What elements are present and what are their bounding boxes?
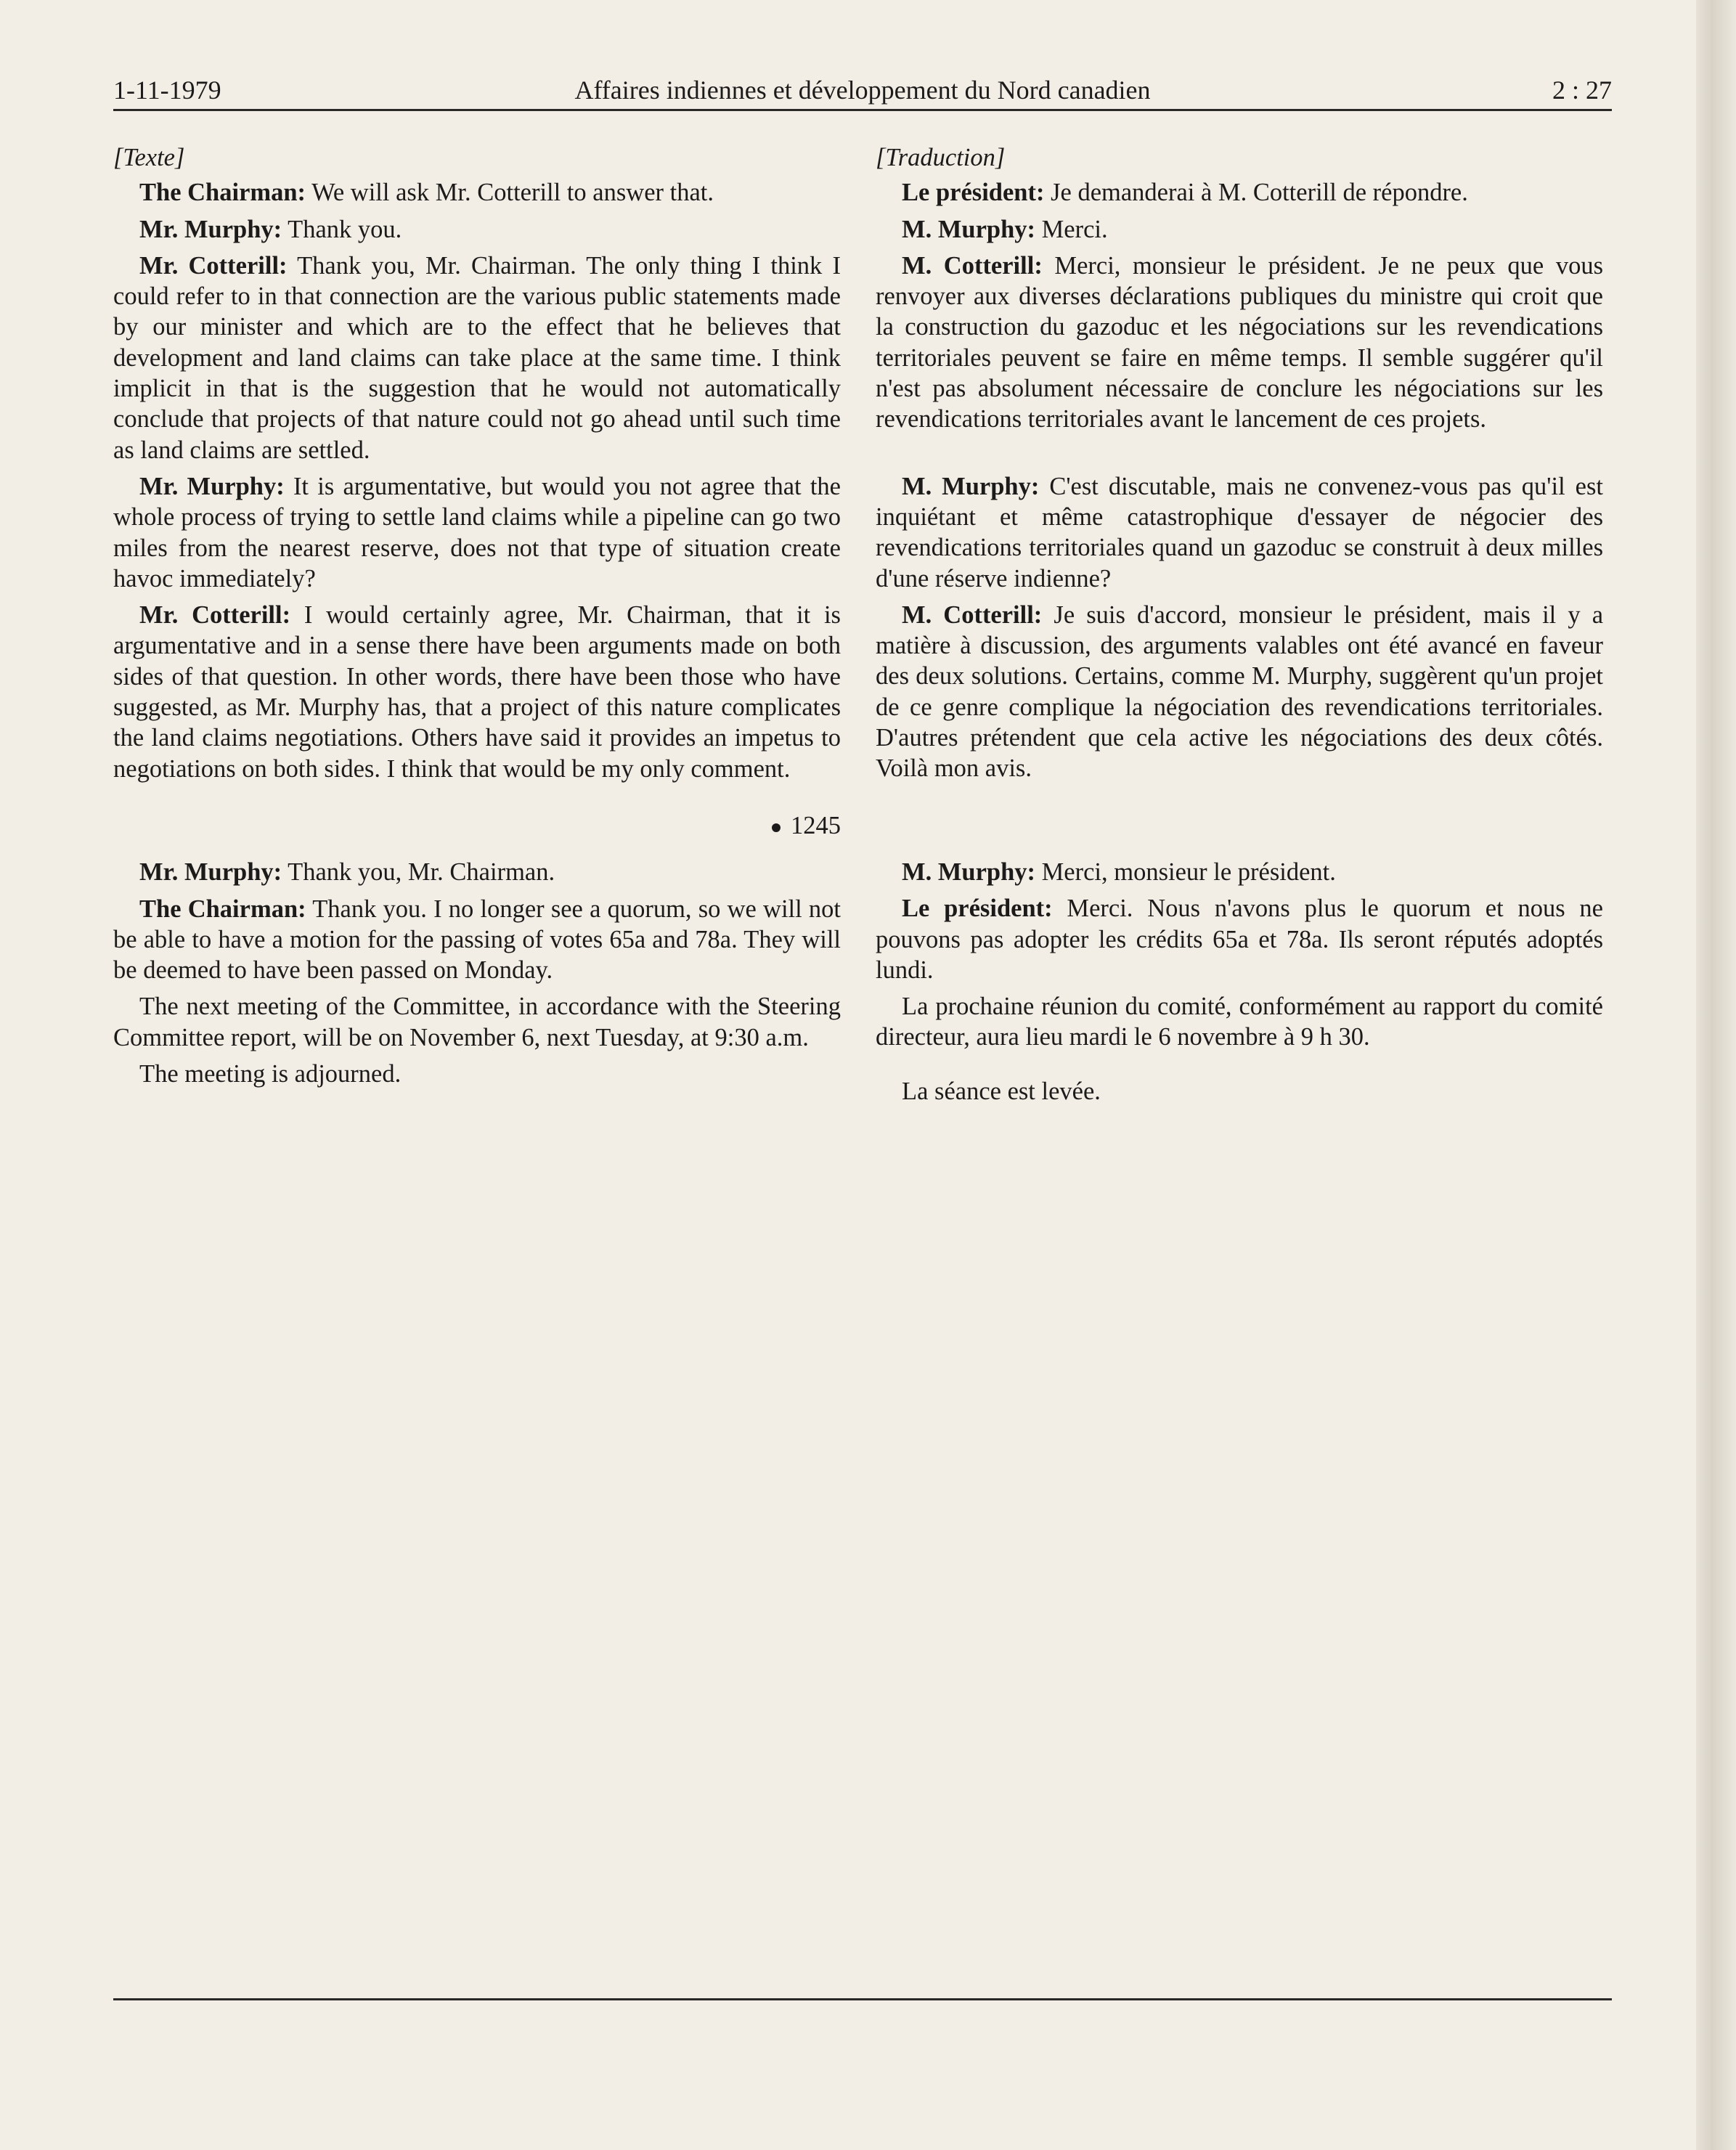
speech-paragraph — [876, 471, 1603, 594]
speech-text: Je demanderai à M. Cotterill de répondre. — [1044, 179, 1468, 207]
speech-text: La séance est levée. — [902, 1077, 1101, 1105]
header-date: 1-11-1979 — [113, 76, 221, 105]
speech-text: Merci. — [1035, 215, 1108, 243]
speech-paragraph — [113, 857, 841, 887]
speech-paragraph — [113, 600, 841, 784]
speech-text: La prochaine réunion du comité, conformément au rapport du comité directeur, aura lieu mardi le 6 novembre à 9 h 30. — [876, 993, 1603, 1051]
speech-paragraph — [876, 177, 1603, 208]
speech-text: Thank you. I no longer see a quorum, so we will not be able to have a motion for the passing of votes 65a and 78a. They will be deemed to have been passed on Monday. — [113, 895, 841, 985]
speaker-name: M. Murphy: — [902, 215, 1035, 243]
speech-text: It is argumentative, but would you not agree that the whole process of trying to settle land claims while a pipeline can go two miles from the nearest reserve, does not that type of situation create havoc immediately? — [113, 472, 841, 593]
speech-paragraph — [113, 991, 841, 1053]
speech-paragraph — [113, 471, 841, 594]
speaker-name: Le président: — [902, 179, 1045, 207]
speech-text: Merci, monsieur le président. Je ne peux que vous renvoyer aux diverses déclarations publiques du ministre qui croit que la construction du gazoduc et les négociations sur les revendications territoriales peuvent se faire en même temps. Il semble suggérer qu'il n'est pas absolument nécessaire de conclure les négociations sur les revendications territoriales avant le lancement de ces projets. — [876, 251, 1603, 433]
speaker-name: Mr. Murphy: — [139, 858, 282, 887]
speaker-name: The Chairman: — [139, 179, 306, 207]
speech-paragraph — [876, 600, 1603, 784]
speech-paragraph — [876, 1076, 1603, 1107]
speech-text: Thank you. — [282, 215, 402, 243]
speaker-name: Mr. Cotterill: — [139, 251, 288, 280]
speaker-name: Mr. Cotterill: — [139, 601, 291, 630]
time-marker — [113, 810, 841, 841]
header-title: Affaires indiennes et développement du Nord canadien — [574, 76, 1151, 105]
speech-text: Merci, monsieur le président. — [1035, 858, 1336, 886]
speaker-name: M. Cotterill: — [902, 600, 1043, 629]
page-edge — [1696, 0, 1736, 2150]
speech-text: I would certainly agree, Mr. Chairman, that it is argumentative and in a sense there have been arguments made on both sides of that question. In other words, there have been those who have suggested, as Mr. Murphy has, that a project of this nature complicates the land claims negotiations. Others have said it provides an impetus to negotiations on both sides. I think that would be my only comment. — [113, 601, 841, 783]
footer-rule — [113, 1998, 1612, 2000]
page-number: 2 : 27 — [1552, 76, 1612, 105]
speech-text: The next meeting of the Committee, in accordance with the Steering Committee report, will be on November 6, next Tuesday, at 9:30 a.m. — [113, 993, 841, 1051]
running-head — [113, 67, 1612, 113]
speech-text: Merci. Nous n'avons plus le quorum et nous ne pouvons pas adopter les crédits 65a et 78a. Ils seront réputés adoptés lundi. — [876, 895, 1603, 984]
spacer — [876, 1059, 1603, 1076]
speaker-name: M. Murphy: — [902, 858, 1035, 886]
speech-paragraph — [876, 893, 1603, 985]
section-label: [Traduction] — [876, 144, 1006, 171]
speaker-name: Mr. Murphy: — [139, 215, 282, 243]
speech-paragraph — [876, 214, 1603, 245]
time-marker-text: 1245 — [791, 811, 841, 839]
speech-paragraph — [113, 214, 841, 245]
speech-paragraph — [876, 251, 1603, 435]
speech-text: We will ask Mr. Cotterill to answer that. — [306, 179, 714, 207]
spacer — [876, 441, 1603, 471]
speaker-name: Le président: — [902, 895, 1053, 923]
french-column — [876, 142, 1603, 1112]
speech-paragraph — [876, 991, 1603, 1053]
section-label: [Texte] — [113, 144, 185, 171]
speech-paragraph — [113, 251, 841, 465]
speaker-name: The Chairman: — [139, 895, 306, 923]
speech-paragraph — [113, 894, 841, 986]
speaker-name: M. Murphy: — [902, 472, 1040, 500]
speaker-name: M. Cotterill: — [902, 251, 1043, 280]
speech-text: C'est discutable, mais ne convenez-vous pas qu'il est inquiétant et même catastrophique d'essayer de négocier des revendications territoriales quand un gazoduc se construit à deux milles d'une réserve indienne? — [876, 472, 1603, 593]
speech-text: The meeting is adjourned. — [139, 1060, 402, 1088]
speech-paragraph — [113, 177, 841, 208]
speaker-name: Mr. Murphy: — [139, 472, 285, 500]
speech-paragraph — [113, 1059, 841, 1089]
header-rule — [113, 109, 1612, 111]
speech-text: Je suis d'accord, monsieur le président, mais il y a matière à discussion, des arguments valables ont été avancé en faveur des deux solutions. Certains, comme M. Murphy, suggèrent qu'un projet de ce genre complique la négociation des revendications territoriales. D'autres prétendent que cela active les négociations des deux côtés. Voilà mon avis. — [876, 600, 1604, 783]
speech-paragraph — [876, 857, 1603, 887]
english-column — [113, 142, 841, 1095]
speech-text: Thank you, Mr. Chairman. — [282, 858, 555, 887]
bullet-icon — [772, 823, 781, 832]
time-marker-spacer — [876, 810, 1603, 841]
speech-text: Thank you, Mr. Chairman. The only thing I think I could refer to in that connection are the various public statements made by our minister and which are to the effect that he believes that development and land claims can take place at the same time. I think implicit in that is the suggestion that he would not automatically conclude that projects of that nature could not go ahead until such time as land claims are settled. — [113, 251, 841, 464]
